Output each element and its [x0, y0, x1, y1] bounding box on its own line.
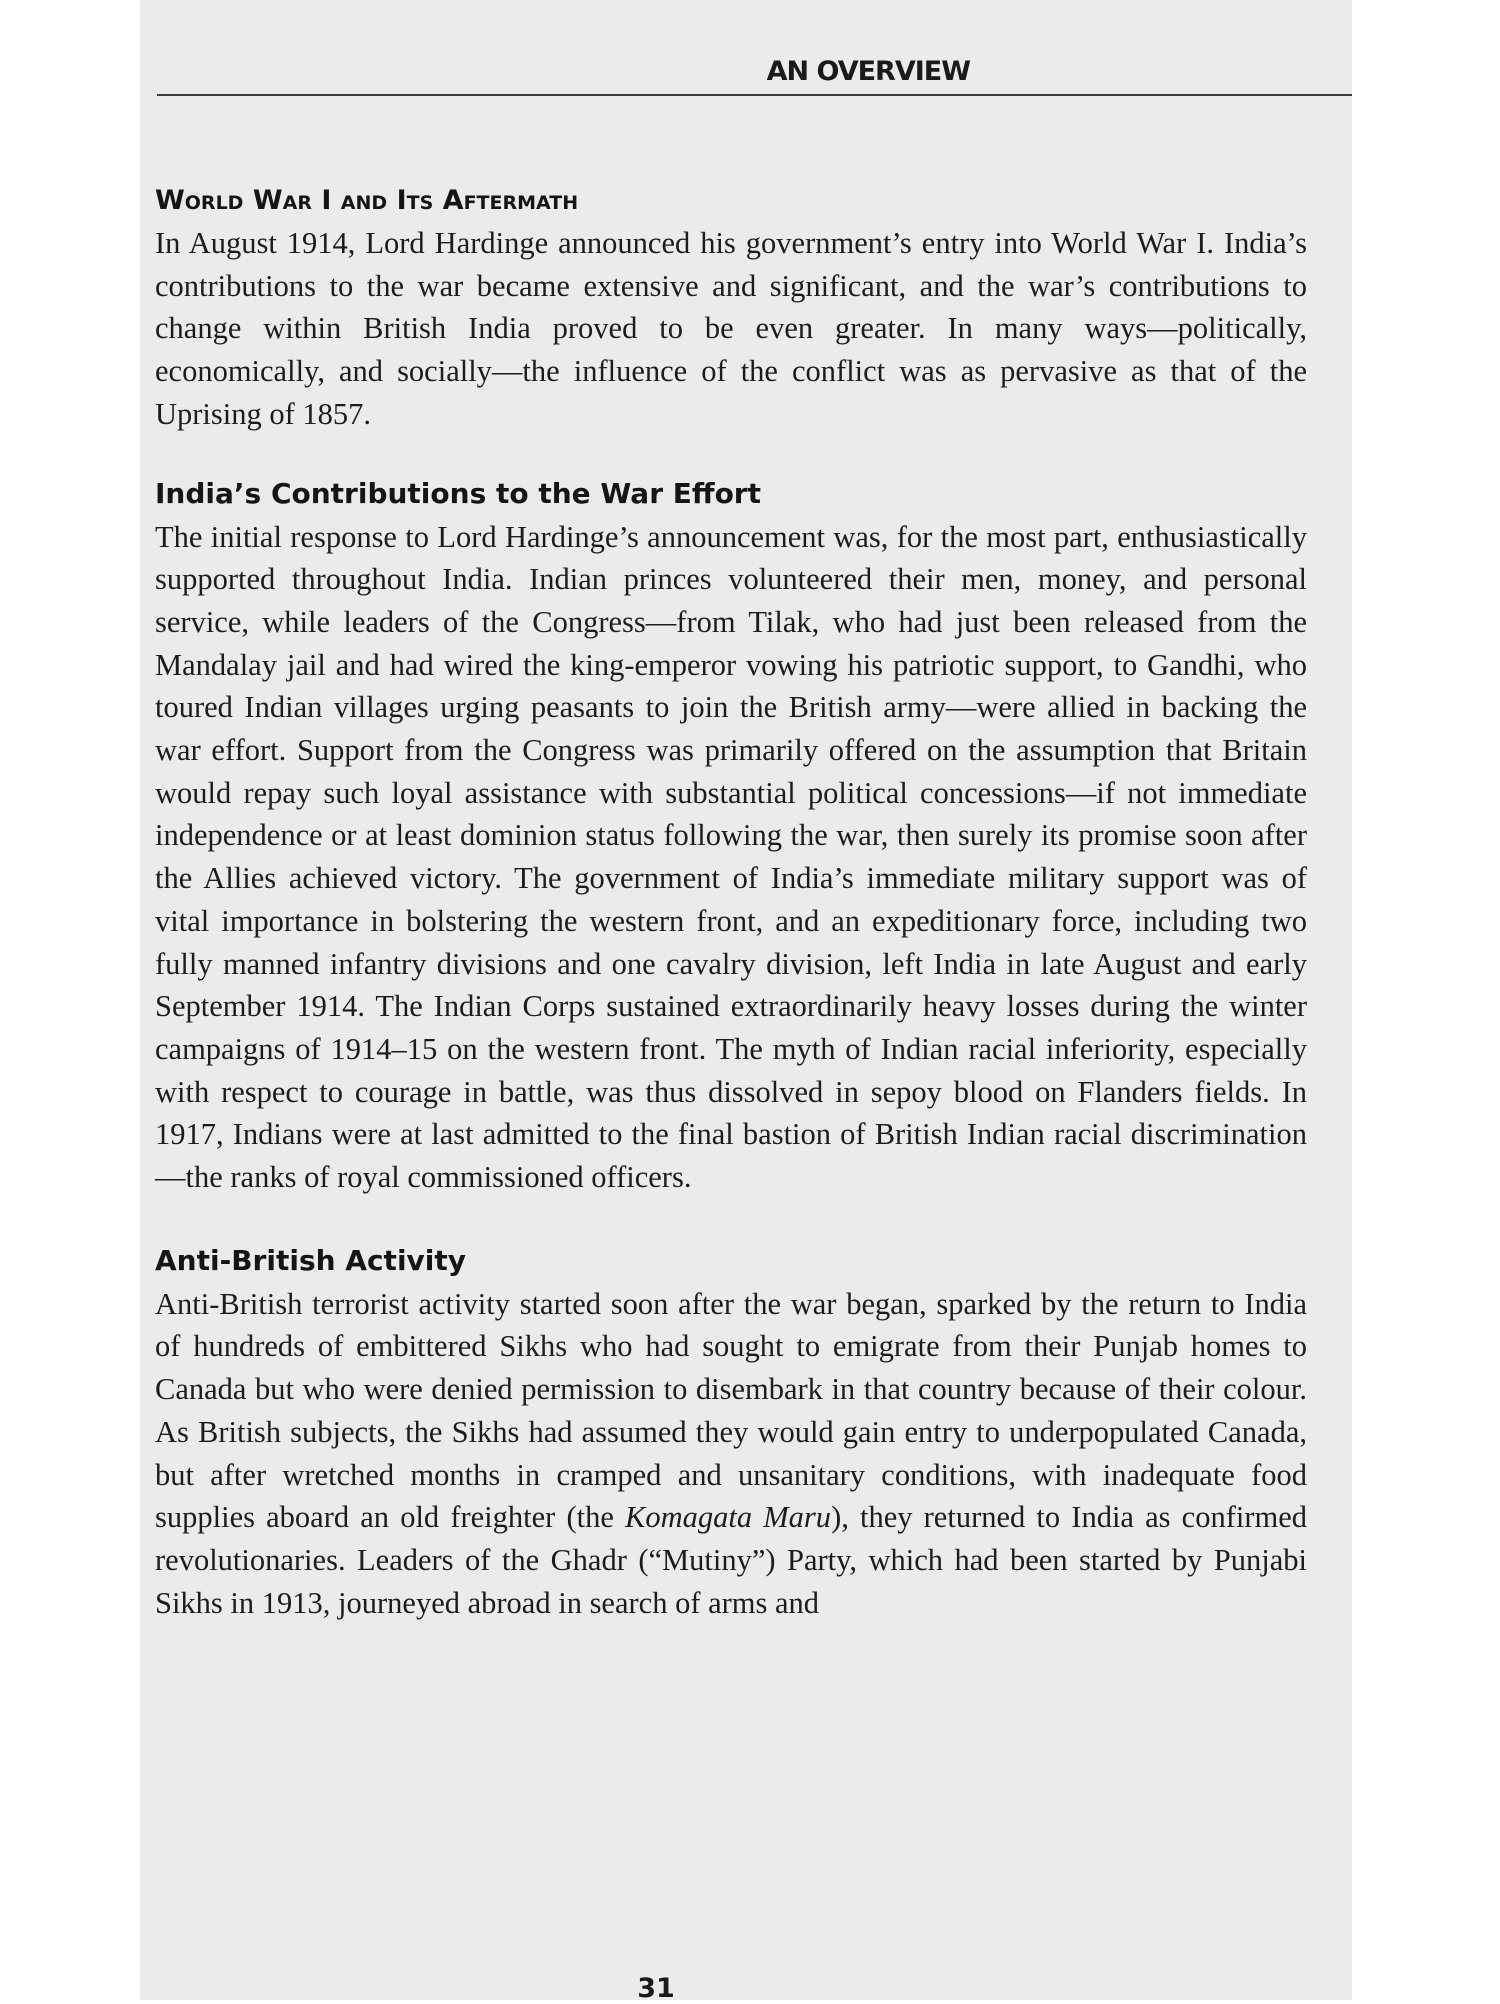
section-spacer [155, 1199, 1307, 1239]
book-page [140, 0, 1352, 2004]
section-spacer [155, 436, 1307, 472]
running-header: AN OVERVIEW [766, 56, 970, 87]
page-content [155, 180, 1307, 1624]
paragraph-contributions: The initial response to Lord Hardinge’s announcement was, for the most part, enthusiastically supported throughout India. Indian princes volunteered their men, money, and personal service, while leaders of the Congress—from Tilak, who had just been released from the Mandalay jail and had wired the king-emperor vowing his patriotic support, to Gandhi, who toured Indian villages urging peasants to join the British army—were allied in backing the war effort. Support from the Congress was primarily offered on the assumption that Britain would repay such loyal assistance with substantial political concessions—if not immediate independence or at least dominion status following the war, then surely its promise soon after the Allies achieved victory. The government of India’s immediate military support was of vital importance in bolstering the western front, and an expeditionary force, including two fully manned infantry divisions and one cavalry division, left India in late August and early September 1914. The Indian Corps sustained extraordinarily heavy losses during the winter campaigns of 1914–15 on the western front. The myth of Indian racial inferiority, especially with respect to courage in battle, was thus dissolved in sepoy blood on Flanders fields. In 1917, Indians were at last admitted to the final bastion of British Indian racial discrimination—the ranks of royal commissioned officers. [155, 519, 1307, 1195]
header-rule [157, 94, 1352, 96]
page-number: 31 [637, 1973, 675, 2004]
ship-name: Komagata Maru [625, 1500, 832, 1535]
paragraph-anti-british [155, 1283, 1307, 1625]
paragraph-world-war-i: In August 1914, Lord Hardinge announced his government’s entry into World War I. India’s contributions to the war became extensive and significant, and the war’s contributions to change within British India proved to be even greater. In many ways—politically, economically, and socially—the influence of the conflict was as pervasive as that of the Uprising of 1857. [155, 226, 1307, 431]
section-heading-world-war-i: World War I and Its Aftermath [155, 185, 579, 216]
section-heading-contributions: India’s Contributions to the War Effort [155, 476, 761, 510]
paragraph-anti-british-part1: Anti-British terrorist activity started soon after the war began, sparked by the return to India of hundreds of embittered Sikhs who had sought to emigrate from their Punjab homes to Canada but who were denied permission to disembark in that country because of their colour. As British subjects, the Sikhs had assumed they would gain entry to underpopulated Canada, but after wretched months in cramped and unsanitary conditions, with inadequate food supplies aboard an old freighter (the [155, 1286, 1307, 1535]
paragraph-anti-british-part2: ), they returned to India as confirmed revolutionaries. Leaders of the Ghadr (“Mutiny”) Party, which had been started by Punjabi Sikhs in 1913, journeyed abroad in search of arms and [155, 1500, 1307, 1620]
section-heading-anti-british: Anti-British Activity [155, 1243, 467, 1277]
